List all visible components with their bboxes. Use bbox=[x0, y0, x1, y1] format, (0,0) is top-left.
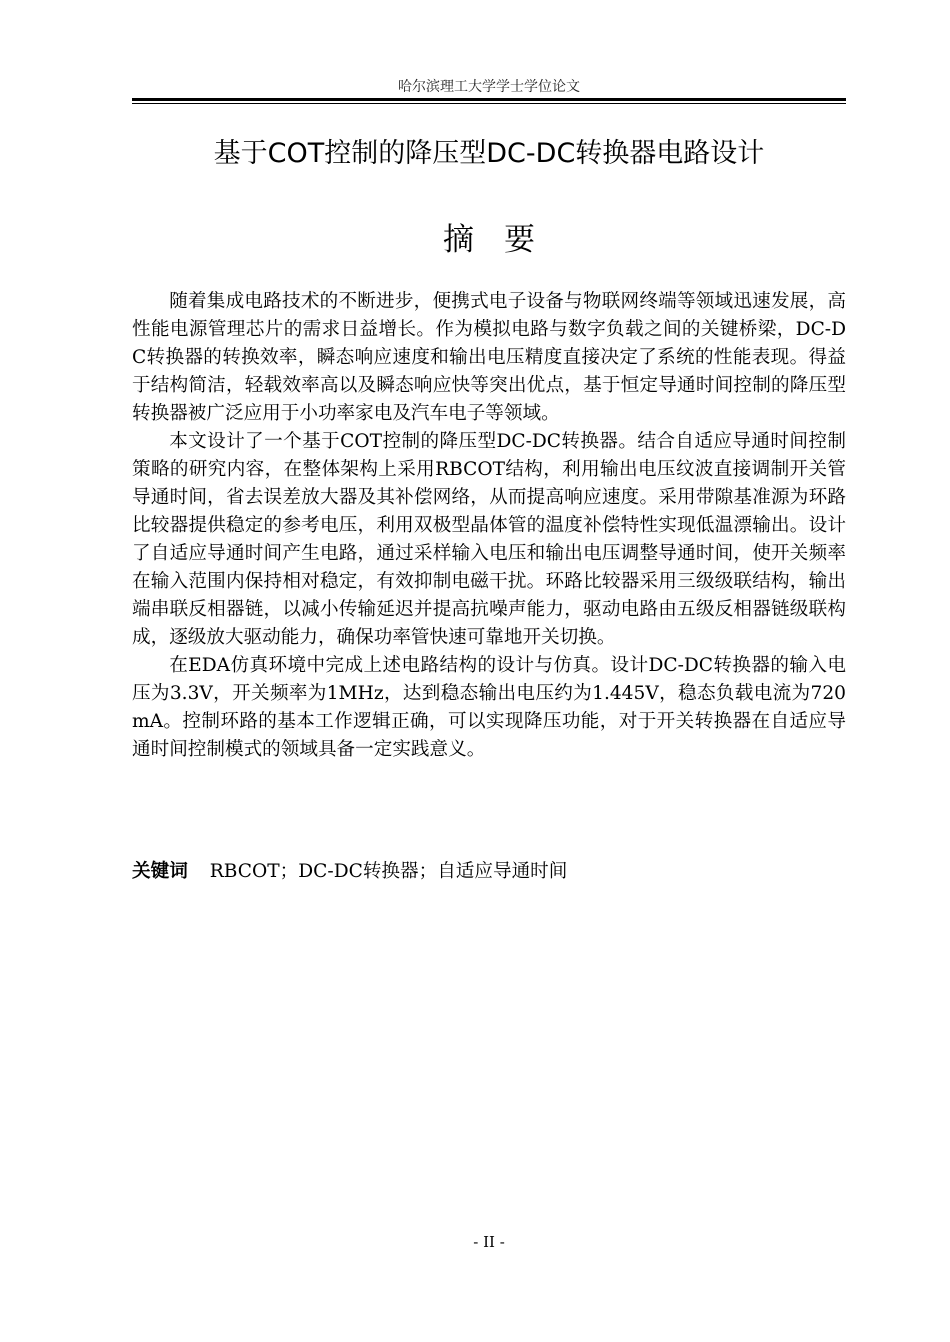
header-rule-thin bbox=[132, 103, 846, 104]
abstract-paragraph-2: 本文设计了一个基于COT控制的降压型DC-DC转换器。结合自适应导通时间控制策略的研究内容，在整体架构上采用RBCOT结构，利用输出电压纹波直接调制开关管导通时间，省去误差放大器及其补偿网络，从而提高响应速度。采用带隙基准源为环路比较器提供稳定的参考电压，利用双极型晶体管的温度补偿特性实现低温漂输出。设计了自适应导通时间产生电路，通过采样输入电压和输出电压调整导通时间，使开关频率在输入范围内保持相对稳定，有效抑制电磁干扰。环路比较器采用三级级联结构，输出端串联反相器链，以减小传输延迟并提高抗噪声能力，驱动电路由五级反相器链级联构成，逐级放大驱动能力，确保功率管快速可靠地开关切换。 bbox=[132, 431, 846, 648]
abstract-paragraph-1: 随着集成电路技术的不断进步，便携式电子设备与物联网终端等领域迅速发展，高性能电源管理芯片的需求日益增长。作为模拟电路与数字负载之间的关键桥梁，DC-DC转换器的转换效率，瞬态响应速度和输出电压精度直接决定了系统的性能表现。得益于结构简洁，轻载效率高以及瞬态响应快等突出优点，基于恒定导通时间控制的降压型转换器被广泛应用于小功率家电及汽车电子等领域。 bbox=[132, 291, 846, 424]
abstract-heading: 摘要 bbox=[443, 222, 565, 258]
abstract-paragraph-3: 在EDA仿真环境中完成上述电路结构的设计与仿真。设计DC-DC转换器的输入电压为3.3V，开关频率为1MHz，达到稳态输出电压约为1.445V，稳态负载电流为720mA。控制环路的基本工作逻辑正确，可以实现降压功能，对于开关转换器在自适应导通时间控制模式的领域具备一定实践意义。 bbox=[132, 655, 846, 760]
page-number: - II - bbox=[473, 1233, 505, 1251]
running-header: 哈尔滨理工大学学士学位论文 bbox=[398, 79, 580, 95]
abstract-body bbox=[132, 288, 846, 764]
keywords-value: RBCOT；DC-DC转换器；自适应导通时间 bbox=[209, 861, 568, 882]
keywords-line bbox=[132, 858, 846, 886]
keywords-label: 关键词 bbox=[132, 861, 188, 882]
thesis-title: 基于COT控制的降压型DC-DC转换器电路设计 bbox=[213, 138, 765, 169]
header-rule-thick bbox=[132, 98, 846, 101]
